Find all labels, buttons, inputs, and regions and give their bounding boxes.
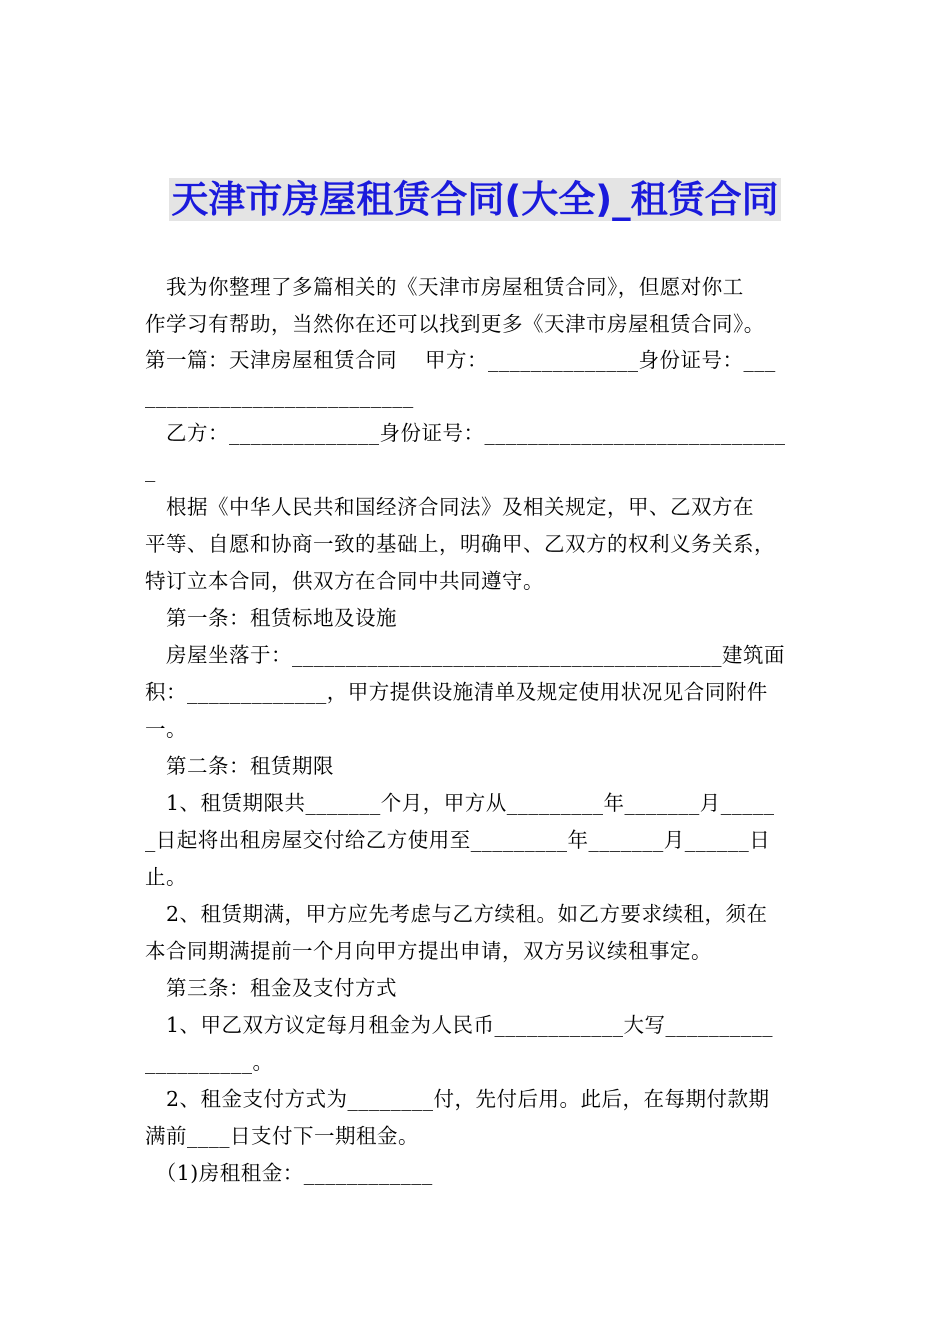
paragraph-line: _日起将出租房屋交付给乙方使用至_________年_______月______日 [145, 828, 771, 852]
section-heading: 第二条：租赁期限 [145, 754, 334, 778]
paragraph-line: _________________________ [145, 384, 414, 408]
paragraph-line: __________。 [145, 1050, 274, 1074]
paragraph-line: 1、甲乙双方议定每月租金为人民币____________大写__________ [145, 1013, 774, 1037]
paragraph-line: 乙方：______________身份证号：____________________________ [145, 421, 786, 445]
paragraph-line: 我为你整理了多篇相关的《天津市房屋租赁合同》，但愿对你工 [145, 275, 744, 299]
paragraph-line: 积：_____________，甲方提供设施清单及规定使用状况见合同附件 [145, 680, 768, 704]
document-title [0, 172, 950, 228]
paragraph-line: 房屋坐落于：________________________________________建筑面 [145, 643, 785, 667]
paragraph-line: 本合同期满提前一个月向甲方提出申请，双方另议续租事定。 [145, 939, 712, 963]
paragraph-line: 平等、自愿和协商一致的基础上，明确甲、乙双方的权利义务关系， [145, 532, 775, 556]
paragraph-line: 一。 [145, 717, 187, 741]
paragraph-line: 1、租赁期限共_______个月，甲方从_________年_______月_____ [145, 791, 775, 815]
paragraph-line: _ [145, 458, 156, 482]
paragraph-line: （1)房租租金：____________ [145, 1161, 433, 1185]
paragraph-line: 特订立本合同，供双方在合同中共同遵守。 [145, 569, 544, 593]
section-heading: 第一条：租赁标地及设施 [145, 606, 397, 630]
section-heading: 第三条：租金及支付方式 [145, 976, 397, 1000]
paragraph-line: 止。 [145, 865, 187, 889]
paragraph-line: 2、租金支付方式为________付，先付后用。此后，在每期付款期 [145, 1087, 770, 1111]
document-title-text: 天津市房屋租赁合同(大全)_租赁合同 [171, 178, 779, 221]
paragraph-line: 满前____日支付下一期租金。 [145, 1124, 419, 1148]
paragraph-line: 第一篇：天津房屋租赁合同 甲方：______________身份证号：___ [145, 348, 776, 372]
paragraph-line: 根据《中华人民共和国经济合同法》及相关规定，甲、乙双方在 [145, 495, 754, 519]
paragraph-line: 2、租赁期满，甲方应先考虑与乙方续租。如乙方要求续租，须在 [145, 902, 768, 926]
paragraph-line: 作学习有帮助，当然你在还可以找到更多《天津市房屋租赁合同》。 [145, 312, 765, 336]
